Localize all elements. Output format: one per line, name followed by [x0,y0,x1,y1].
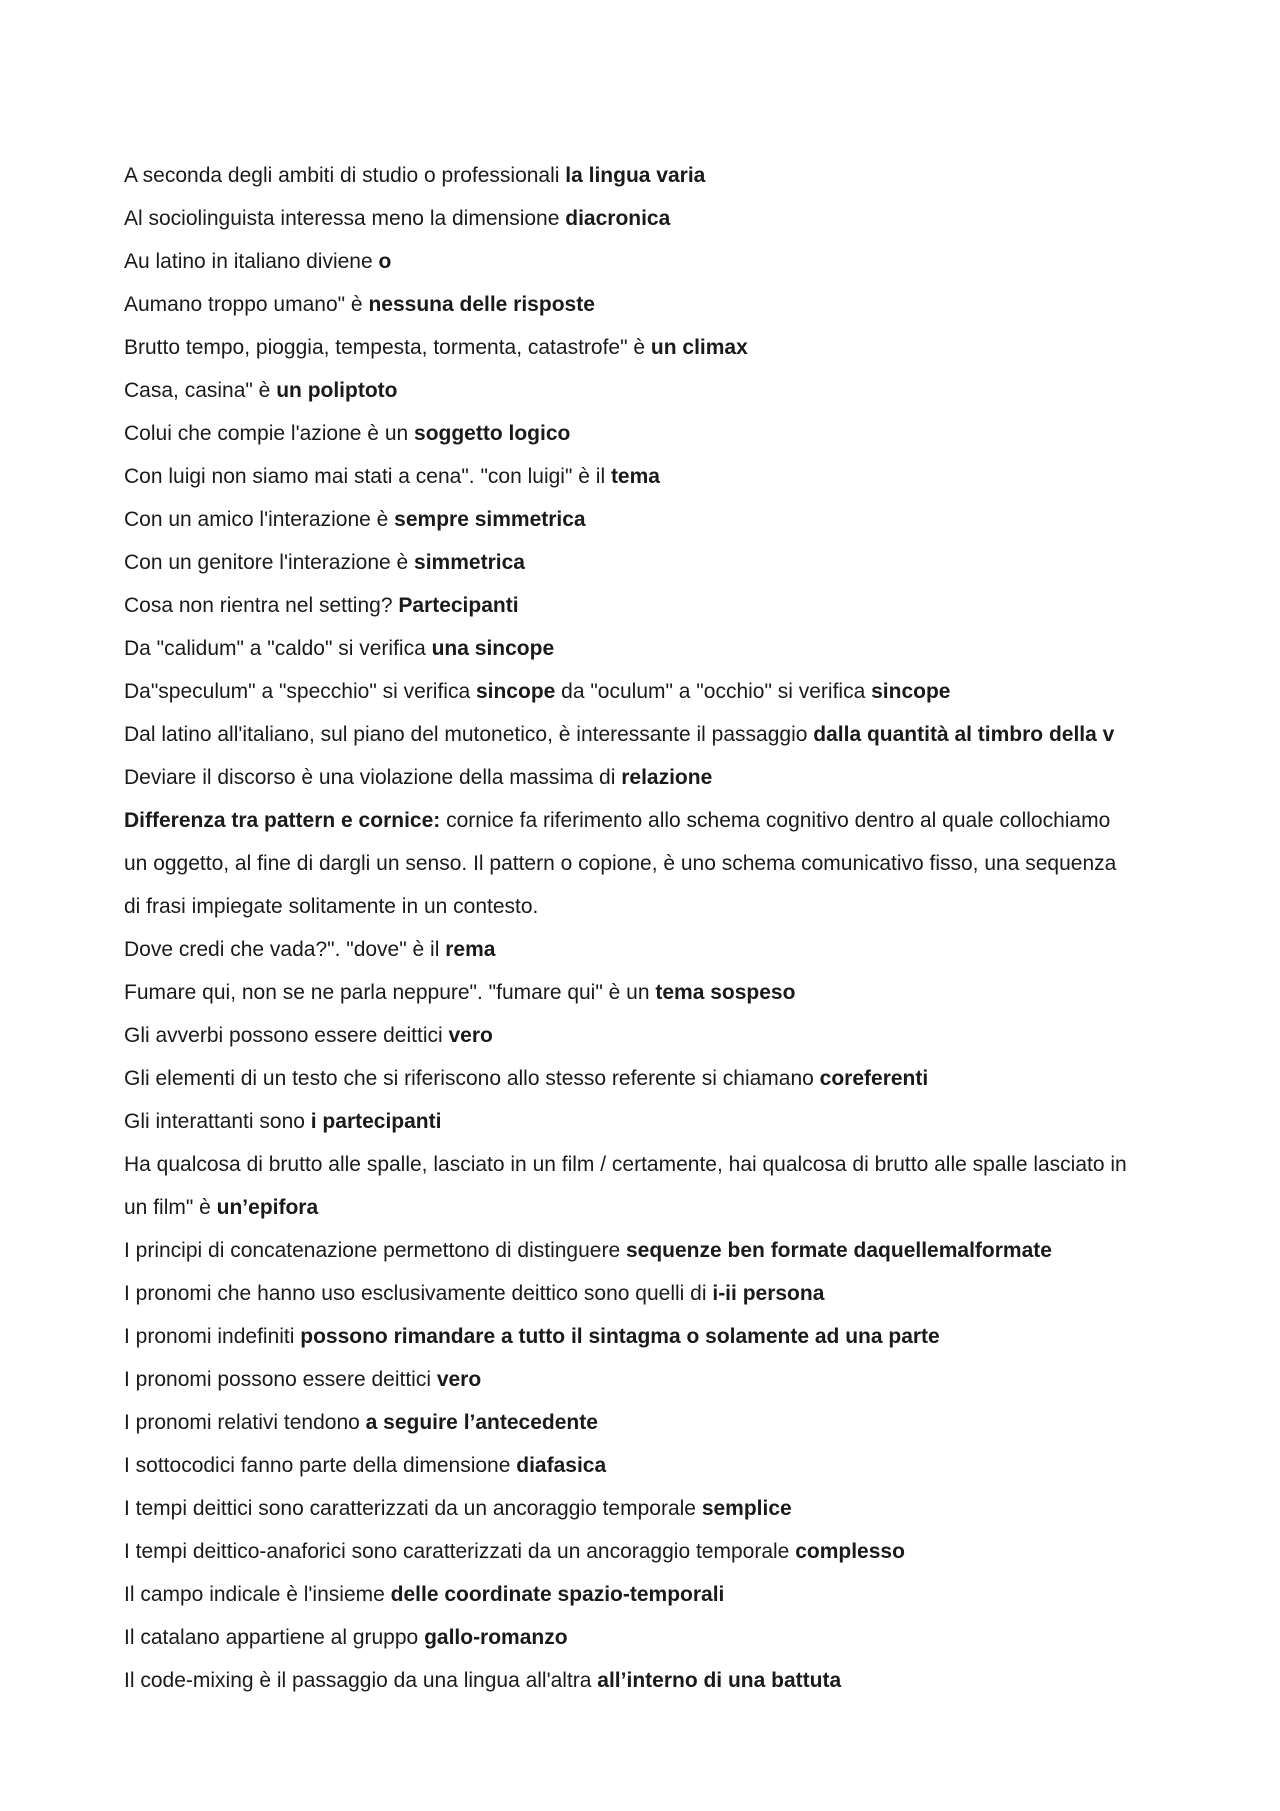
text-line [124,1272,1174,1315]
answer-text: vero [436,1368,482,1391]
text-line [124,455,1174,498]
answer-text: vero [448,1024,493,1047]
question-text: I tempi deittico-anaforici sono caratterizzati da un ancoraggio temporale [124,1540,796,1563]
answer-text: diacronica [565,207,671,230]
text-line [124,154,1174,197]
text-line [124,584,1174,627]
document-page [124,154,1174,1702]
answer-text: nessuna delle risposte [368,293,595,316]
answer-text: semplice [701,1497,792,1520]
text-line [124,1014,1174,1057]
answer-text: la lingua varia [565,164,706,187]
answer-text: un climax [650,336,748,359]
text-line [124,1143,1174,1186]
answer-text: diafasica [516,1454,607,1477]
text-line [124,326,1174,369]
text-line [124,670,1174,713]
text-line [124,1444,1174,1487]
answer-text: un poliptoto [276,379,398,402]
question-text: Casa, casina" è [124,379,277,402]
question-text: Da"speculum" a "specchio" si verifica [124,680,476,703]
answer-text: sincope [871,680,951,703]
question-text: I pronomi relativi tendono [124,1411,366,1434]
answer-text: i-ii persona [712,1282,825,1305]
answer-text: coreferenti [819,1067,929,1090]
text-line [124,799,1174,842]
text-line [124,1487,1174,1530]
question-text: Brutto tempo, pioggia, tempesta, tormenta, catastrofe" è [124,336,651,359]
text-line [124,1229,1174,1272]
question-text: Aumano troppo umano" è [124,293,369,316]
question-text: Cosa non rientra nel setting? [124,594,399,617]
question-text: Au latino in italiano diviene [124,250,379,273]
question-text: A seconda degli ambiti di studio o professionali [124,164,566,187]
answer-text: possono rimandare a tutto il sintagma o solamente ad una parte [300,1325,940,1348]
question-text: Con un amico l'interazione è [124,508,395,531]
text-line [124,971,1174,1014]
answer-text: relazione [621,766,713,789]
question-text: Gli avverbi possono essere deittici [124,1024,449,1047]
question-text: I sottocodici fanno parte della dimensione [124,1454,517,1477]
text-line [124,842,1174,885]
answer-text: soggetto logico [414,422,571,445]
question-text: un oggetto, al fine di dargli un senso. Il pattern o copione, è uno schema comunicativo fisso, una sequenza [124,852,1117,875]
question-text: Gli interattanti sono [124,1110,311,1133]
text-line [124,1358,1174,1401]
answer-text: sequenze ben formate daquellemalformate [625,1239,1052,1262]
question-text: Colui che compie l'azione è un [124,422,415,445]
text-line [124,1616,1174,1659]
answer-text: sempre simmetrica [394,508,586,531]
text-line [124,498,1174,541]
text-line [124,197,1174,240]
text-line [124,1057,1174,1100]
text-line [124,283,1174,326]
question-text: I tempi deittici sono caratterizzati da un ancoraggio temporale [124,1497,702,1520]
question-text: Al sociolinguista interessa meno la dimensione [124,207,566,230]
answer-text: gallo-romanzo [424,1626,568,1649]
answer-text: delle coordinate spazio-temporali [390,1583,725,1606]
text-line [124,1573,1174,1616]
answer-text: simmetrica [414,551,525,574]
question-text: Deviare il discorso è una violazione della massima di [124,766,622,789]
question-text: Il campo indicale è l'insieme [124,1583,391,1606]
text-line [124,1530,1174,1573]
text-line [124,928,1174,971]
text-line [124,1659,1174,1702]
question-text: I pronomi possono essere deittici [124,1368,437,1391]
question-text: Con luigi non siamo mai stati a cena". "con luigi" è il [124,465,611,488]
answer-text: rema [445,938,496,961]
question-text: Con un genitore l'interazione è [124,551,415,574]
question-text: Fumare qui, non se ne parla neppure". "fumare qui" è un [124,981,656,1004]
text-line [124,369,1174,412]
text-line [124,1100,1174,1143]
answer-text: complesso [795,1540,905,1563]
question-text: I pronomi indefiniti [124,1325,301,1348]
question-text: Il catalano appartiene al gruppo [124,1626,425,1649]
text-line [124,885,1174,928]
question-text: I principi di concatenazione permettono di distinguere [124,1239,626,1262]
answer-text: sincope [475,680,556,703]
question-text: Dal latino all'italiano, sul piano del mutonetico, è interessante il passaggio [124,723,814,746]
question-text: Ha qualcosa di brutto alle spalle, lasciato in un film / certamente, hai qualcosa di brutto alle spalle lasciato in [124,1153,1127,1176]
text-line [124,1186,1174,1229]
answer-text: all’interno di una battuta [597,1669,842,1692]
question-text: da "oculum" a "occhio" si verifica [555,680,872,703]
question-text: Gli elementi di un testo che si riferiscono allo stesso referente si chiamano [124,1067,820,1090]
question-text: I pronomi che hanno uso esclusivamente deittico sono quelli di [124,1282,713,1305]
text-line [124,627,1174,670]
answer-text: a seguire l’antecedente [365,1411,598,1434]
answer-text: tema sospeso [655,981,796,1004]
answer-text: o [378,250,392,273]
answer-text: dalla quantità al timbro della v [813,723,1115,746]
question-text: un film" è [124,1196,217,1219]
text-line [124,756,1174,799]
answer-text: Differenza tra pattern e cornice: [124,809,441,832]
text-line [124,1315,1174,1358]
answer-text: Partecipanti [398,594,519,617]
text-line [124,713,1174,756]
question-text: di frasi impiegate solitamente in un contesto. [124,895,539,918]
question-text: cornice fa riferimento allo schema cognitivo dentro al quale collochiamo [440,809,1111,832]
question-text: Dove credi che vada?". "dove" è il [124,938,446,961]
question-text: Il code-mixing è il passaggio da una lingua all'altra [124,1669,598,1692]
question-text: Da "calidum" a "caldo" si verifica [124,637,432,660]
answer-text: un’epifora [216,1196,319,1219]
text-line [124,541,1174,584]
text-line [124,240,1174,283]
answer-text: tema [610,465,660,488]
answer-text: una sincope [431,637,555,660]
answer-text: i partecipanti [310,1110,442,1133]
text-line [124,412,1174,455]
text-line [124,1401,1174,1444]
